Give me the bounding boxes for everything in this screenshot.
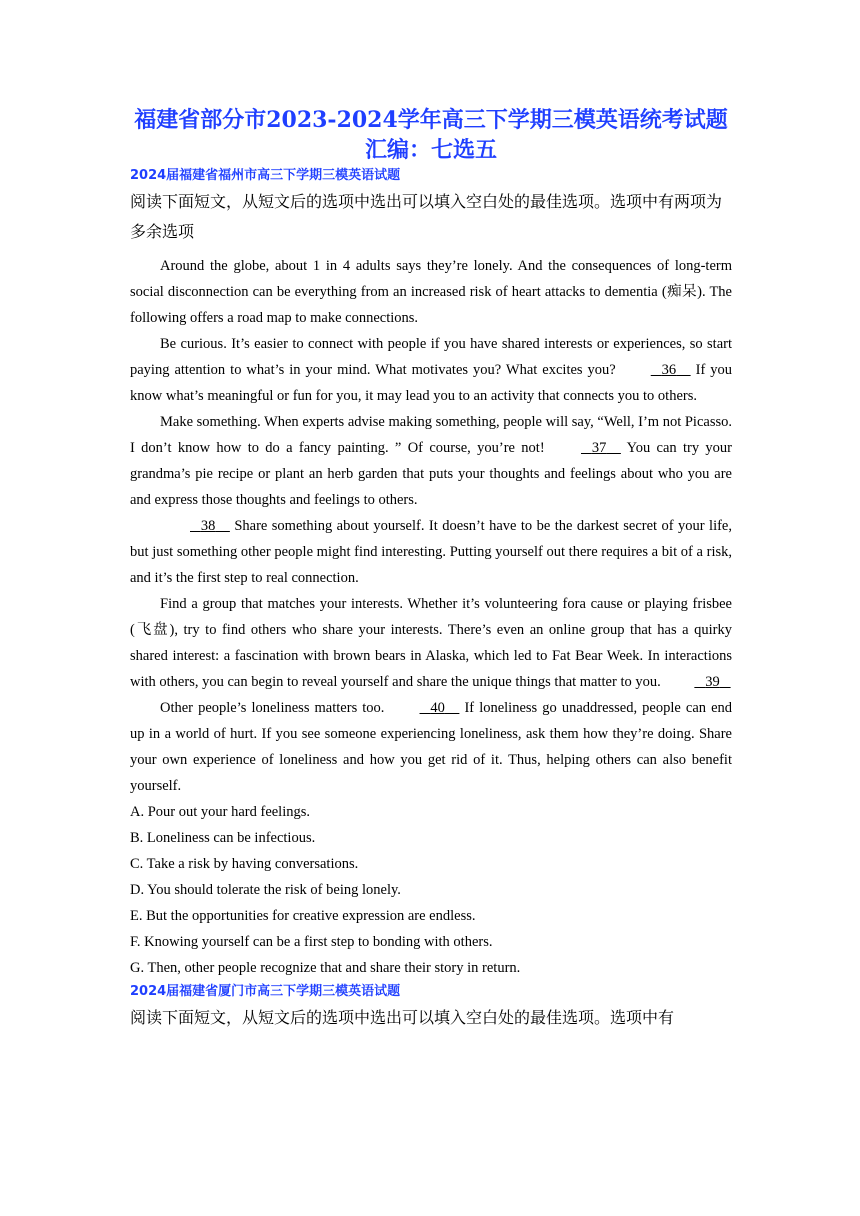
paragraph-3 xyxy=(130,409,732,513)
option-a: A. Pour out your hard feelings. xyxy=(130,804,311,820)
option-e: E. But the opportunities for creative expression are endless. xyxy=(130,908,476,924)
paragraph-3-text-b: You can try your grandma’s pie recipe or plant an herb garden that puts your thoughts and feelings about who you are and express those thoughts and feelings to others. xyxy=(130,440,732,508)
option-f: F. Knowing yourself can be a first step to bonding with others. xyxy=(130,934,493,950)
blank-37[interactable]: 37 xyxy=(591,440,607,456)
blank-40[interactable]: 40 xyxy=(430,700,445,716)
instruction-text: 阅读下面短文，从短文后的选项中选出可以填入空白处的最佳选项。选项中有两项为多余选项 xyxy=(130,192,723,241)
paragraph-6-text-a: Other people’s loneliness matters too. xyxy=(160,700,385,716)
paragraph-3-text-a: Make something. When experts advise making something, people will say, “Well, I’m not Picasso. I don’t know how to do a fancy painting. ” Of course, you’re not! xyxy=(130,414,732,456)
option-c: C. Take a risk by having conversations. xyxy=(130,856,359,872)
paragraph-2-text-a: Be curious. It’s easier to connect with people if you have shared interests or experiences, so start paying attention to what’s in your mind. What motivates you? What excites you? xyxy=(130,336,732,378)
option-d: D. You should tolerate the risk of being lonely. xyxy=(130,882,401,898)
document-page xyxy=(130,100,732,1033)
paragraph-2-text-b: If you know what’s meaningful or fun for you, it may lead you to an activity that connects you to others. xyxy=(130,362,733,404)
option-g: G. Then, other people recognize that and share their story in return. xyxy=(130,960,521,976)
paragraph-6 xyxy=(130,695,732,799)
page-title: 福建省部分市2023-2024学年高三下学期三模英语统考试题汇编：七选五 xyxy=(134,107,728,163)
options-list xyxy=(130,799,732,981)
paragraph-4-text: Share something about yourself. It doesn’t have to be the darkest secret of your life, but just something other people might find interesting. Putting yourself out there requires a bit of a risk, and it’s the first step to real connection. xyxy=(130,518,732,586)
paragraph-5 xyxy=(130,591,732,695)
paragraph-6-text-b: If loneliness go unaddressed, people can end up in a world of hurt. If you see someone experiencing loneliness, ask them how they’re doing. Share your own experience of loneliness and how you get rid of it. Thus, helping others can also benefit yourself. xyxy=(130,700,733,794)
section-heading-fuzhou: 2024届福建省福州市高三下学期三模英语试题 xyxy=(130,168,401,183)
blank-38[interactable]: 38 xyxy=(200,518,216,534)
paragraph-1: Around the globe, about 1 in 4 adults says they’re lonely. And the consequences of long-term social disconnection can be everything from an increased risk of heart attacks to dementia (痴呆). The following offers a road map to make connections. xyxy=(130,258,732,326)
paragraph-5-text: Find a group that matches your interests. Whether it’s volunteering fora cause or playing frisbee (飞盘), try to find others who share your interests. There’s even an online group that has a quirky shared interest: a fascination with brown bears in Alaska, which led to Fat Bear Week. In interactions with others, you can begin to reveal yourself and share the unique things that matter to you. xyxy=(130,596,732,690)
blank-39[interactable]: 39 xyxy=(705,674,720,690)
paragraph-4 xyxy=(130,513,732,591)
section-heading-xiamen: 2024届福建省厦门市高三下学期三模英语试题 xyxy=(130,984,401,999)
blank-36[interactable]: 36 xyxy=(661,362,677,378)
instruction-text-2: 阅读下面短文，从短文后的选项中选出可以填入空白处的最佳选项。选项中有 xyxy=(130,1008,675,1027)
option-b: B. Loneliness can be infectious. xyxy=(130,830,316,846)
paragraph-2 xyxy=(130,331,732,409)
